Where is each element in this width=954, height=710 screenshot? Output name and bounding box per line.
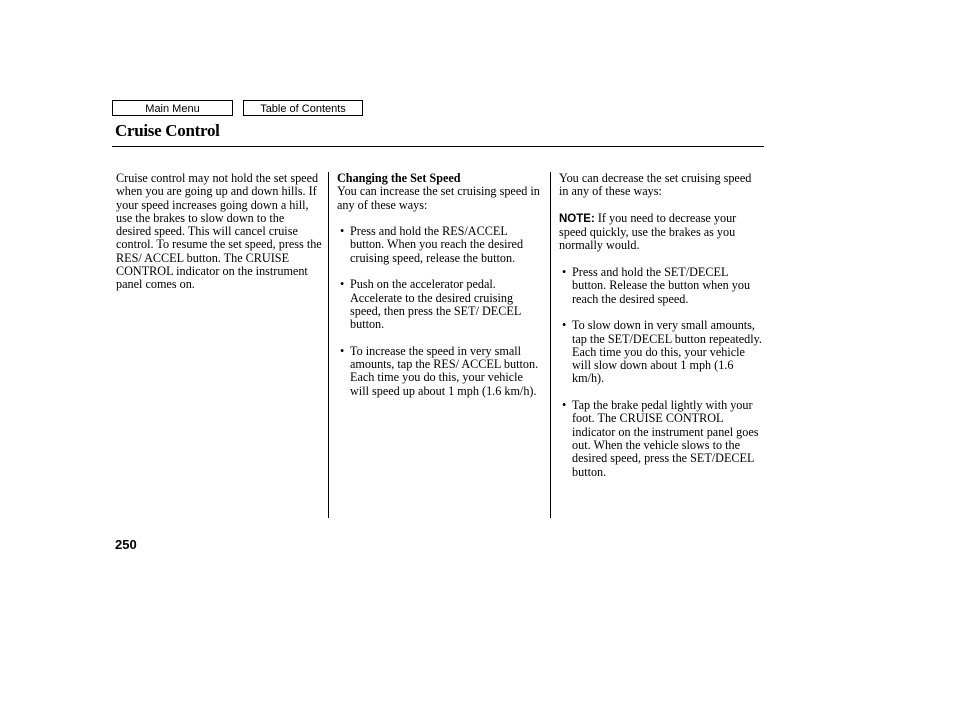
bullet-icon: • [340,224,345,239]
main-menu-button[interactable]: Main Menu [112,100,233,116]
list-item-text: Press and hold the SET/DECEL button. Release the button when you reach the desired speed. [572,265,751,306]
bullet-icon: • [340,343,345,358]
table-of-contents-button[interactable]: Table of Contents [243,100,363,116]
bullet-icon: • [340,277,345,292]
column-divider [550,172,551,518]
list-item [337,225,543,265]
bullet-icon: • [562,318,567,333]
column-divider [328,172,329,518]
column-3 [559,172,763,479]
page-number: 250 [115,537,137,552]
list-item-text: To increase the speed in very small amounts, tap the RES/ ACCEL button. Each time you do this, your vehicle will speed up about 1 mph (1.6 km/h). [350,343,539,398]
note-text: If you need to decrease your speed quickly, use the brakes as you normally would. [559,210,737,253]
note-paragraph [559,212,763,253]
title-rule [112,146,764,147]
section-heading: Changing the Set Speed [337,171,461,185]
list-item [559,319,763,385]
list-item-text: Tap the brake pedal lightly with your foot. The CRUISE CONTROL indicator on the instrument panel goes out. When the vehicle slows to the desired speed, press the SET/DECEL button. [572,398,759,479]
column-2 [337,172,543,398]
cruise-hills-paragraph: Cruise control may not hold the set speed when you are going up and down hills. If your speed increases going down a hill, use the brakes to slow down to the desired speed. This will cancel cruise control. To resume the set speed, press the RES/ ACCEL button. The CRUISE CONTROL indicator on the instrument panel comes on. [116,171,322,292]
column-1 [116,172,322,292]
list-item [337,278,543,331]
note-label: NOTE: [559,212,595,225]
bullet-icon: • [562,398,567,413]
list-item [337,345,543,398]
increase-intro: You can increase the set cruising speed in any of these ways: [337,184,540,212]
page-title: Cruise Control [115,121,220,140]
list-item-text: To slow down in very small amounts, tap the SET/DECEL button repeatedly. Each time you do this, your vehicle will slow down about 1 mph (1.6 km/h). [572,318,762,386]
decrease-intro: You can decrease the set cruising speed in any of these ways: [559,171,752,199]
list-item [559,266,763,306]
list-item [559,399,763,479]
list-item-text: Press and hold the RES/ACCEL button. When you reach the desired cruising speed, release the button. [350,224,524,265]
list-item-text: Push on the accelerator pedal. Accelerate to the desired cruising speed, then press the SET/ DECEL button. [350,277,521,332]
bullet-icon: • [562,265,567,280]
